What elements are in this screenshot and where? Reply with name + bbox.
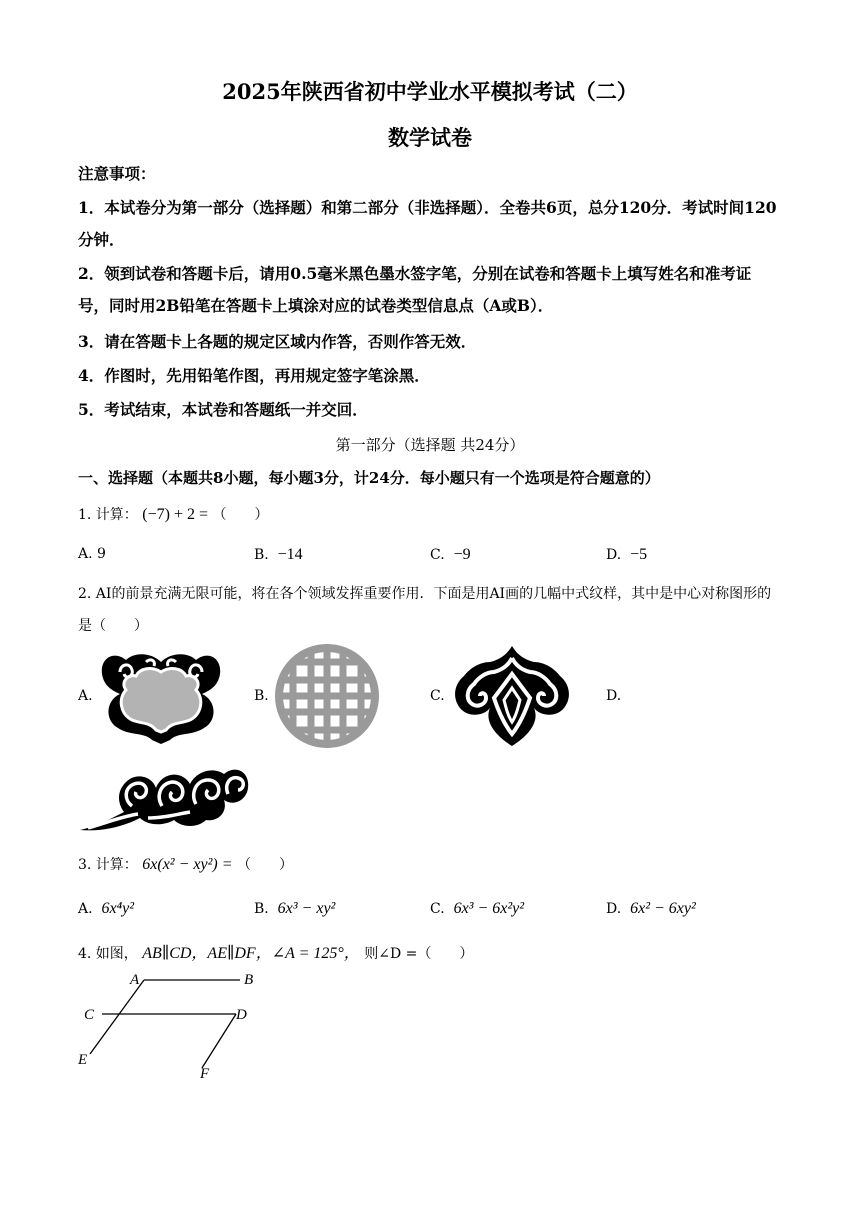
- section-heading: 一、选择题（本题共8小题，每小题3分，计24分．每小题只有一个选项是符合题意的）: [78, 469, 660, 487]
- q1-option-c[interactable]: [430, 546, 471, 564]
- q3-suffix: （ ）: [236, 857, 293, 873]
- q4-suffix: 则∠D =（ ）: [364, 946, 474, 962]
- q2-option-c[interactable]: C.: [430, 688, 445, 704]
- question-2: 2. AI的前景充满无限可能，将在各个领域发挥重要作用．下面是用AI画的几幅中式纹样，其中是中心对称图形的是（ ）: [78, 586, 772, 634]
- notice-item-5: 5．考试结束，本试卷和答题纸一并交回．: [78, 400, 368, 419]
- q3-option-a-label: A.: [78, 901, 93, 917]
- q1-option-d[interactable]: [606, 546, 647, 564]
- notice-item-2: 2．领到试卷和答题卡后，请用0.5毫米黑色墨水签字笔，分别在试卷和答题卡上填写姓名和准考证号，同时用2B铅笔在答题卡上填涂对应的试卷类型信息点（A或B）．: [78, 264, 752, 315]
- q4-expression: AB∥CD，AE∥DF，∠A = 125°，: [142, 945, 360, 962]
- q3-option-d-label: D.: [606, 901, 622, 917]
- notice-item-4: 4．作图时，先用铅笔作图，再用规定签字笔涂黑．: [78, 366, 430, 385]
- q3-option-b-label: B.: [254, 901, 269, 917]
- label-d: D: [236, 1007, 247, 1023]
- question-4: [78, 940, 473, 963]
- q3-option-a-value: 6x⁴y²: [101, 900, 135, 917]
- label-f: F: [200, 1066, 210, 1082]
- q3-prefix: 3. 计算：: [78, 857, 138, 873]
- q1-option-c-value: −9: [453, 546, 471, 563]
- label-b: B: [244, 972, 254, 988]
- q3-option-d-value: 6x² − 6xy²: [630, 900, 696, 917]
- q3-option-b[interactable]: [254, 900, 335, 918]
- q3-option-c-value: 6x³ − 6x²y²: [453, 900, 525, 917]
- q1-option-b[interactable]: [254, 546, 303, 564]
- q4-prefix: 4. 如图，: [78, 946, 138, 962]
- label-a: A: [130, 972, 140, 988]
- notice-item-3: 3．请在答题卡上各题的规定区域内作答，否则作答无效．: [78, 332, 477, 351]
- q3-expression: 6x(x² − xy²) =: [142, 856, 233, 873]
- q1-option-b-value: −14: [277, 546, 303, 563]
- pattern-b-lattice-window: [273, 644, 381, 748]
- page-subtitle: 数学试卷: [388, 125, 472, 150]
- pattern-d-auspicious-clouds: [78, 756, 252, 836]
- q1-prefix: 1. 计算：: [78, 507, 138, 523]
- q4-figure: [70, 964, 270, 1082]
- line-ae: [90, 980, 144, 1054]
- q2-option-d[interactable]: D.: [606, 688, 622, 704]
- q1-option-d-label: D.: [606, 547, 622, 563]
- q1-suffix: （ ）: [212, 507, 269, 523]
- q3-option-d[interactable]: [606, 900, 696, 918]
- q3-option-c-label: C.: [430, 901, 445, 917]
- pattern-c-cloud-heart: [450, 644, 574, 748]
- label-c: C: [84, 1007, 95, 1023]
- notice-item-1: 1．本试卷分为第一部分（选择题）和第二部分（非选择题）．全卷共6页，总分120分．考试时间120分钟．: [78, 198, 777, 249]
- q3-option-b-value: 6x³ − xy²: [277, 900, 336, 917]
- page-title: 2025年陕西省初中学业水平模拟考试（二）: [222, 79, 638, 104]
- q1-option-a-label: A. 9: [78, 546, 106, 562]
- q3-option-a[interactable]: [78, 900, 134, 918]
- q1-option-a[interactable]: [78, 546, 106, 562]
- q2-option-b[interactable]: B.: [254, 688, 269, 704]
- question-1: [78, 504, 268, 524]
- q1-option-b-label: B.: [254, 547, 269, 563]
- q1-expression: (−7) + 2 =: [142, 506, 208, 523]
- question-3: [78, 854, 293, 874]
- q3-option-c[interactable]: [430, 900, 524, 918]
- pattern-a-ruyi-lock: [96, 648, 226, 746]
- part1-heading: 第一部分（选择题 共24分）: [335, 436, 525, 454]
- q1-option-d-value: −5: [630, 546, 648, 563]
- notice-heading: 注意事项：: [78, 164, 156, 183]
- line-df: [202, 1014, 236, 1068]
- q1-option-c-label: C.: [430, 547, 445, 563]
- label-e: E: [78, 1052, 88, 1068]
- q2-option-a[interactable]: A.: [78, 688, 93, 704]
